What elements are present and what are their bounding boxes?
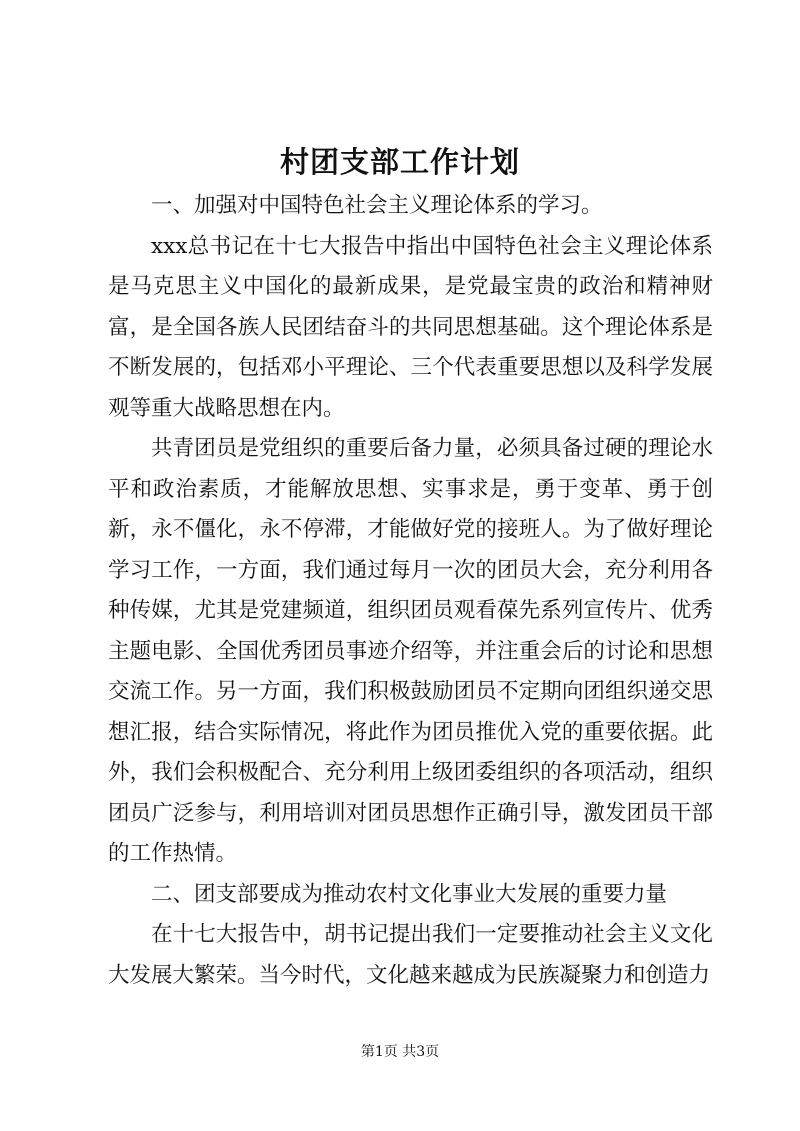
document-title: 村团支部工作计划 <box>279 145 520 179</box>
body-paragraph: 在十七大报告中，胡书记提出我们一定要推动社会主义文化大发展大繁荣。当今时代，文化越来越成为民族凝聚力和创造力 <box>108 922 713 988</box>
section-heading-2: 二、团支部要成为推动农村文化事业大发展的重要力量 <box>151 881 668 907</box>
page-footer: 第1页 共3页 <box>360 1044 440 1060</box>
body-paragraph: 共青团员是党组织的重要后备力量，必须具备过硬的理论水平和政治素质，才能解放思想、实事求是，勇于变革、勇于创新，永不僵化，永不停滞，才能做好党的接班人。为了做好理论学习工作，一方面，我们通过每月一次的团员大会，充分利用各种传媒，尤其是党建频道，组织团员观看葆先系列宣传片、优秀主题电影、全国优秀团员事迹介绍等，并注重会后的讨论和思想交流工作。另一方面，我们积极鼓励团员不定期向团组织递交思想汇报，结合实际情况，将此作为团员推优入党的重要依据。此外，我们会积极配合、充分利用上级团委组织的各项活动，组织团员广泛参与，利用培训对团员思想作正确引导，激发团员干部的工作热情。 <box>108 436 713 866</box>
body-paragraph: xxx总书记在十七大报告中指出中国特色社会主义理论体系是马克思主义中国化的最新成果，是党最宝贵的政治和精神财富，是全国各族人民团结奋斗的共同思想基础。这个理论体系是不断发展的，包括邓小平理论、三个代表重要思想以及科学发展观等重大战略思想在内。 <box>108 233 713 421</box>
document-body <box>108 186 713 996</box>
section-heading-1: 一、加强对中国特色社会主义理论体系的学习。 <box>151 193 603 218</box>
